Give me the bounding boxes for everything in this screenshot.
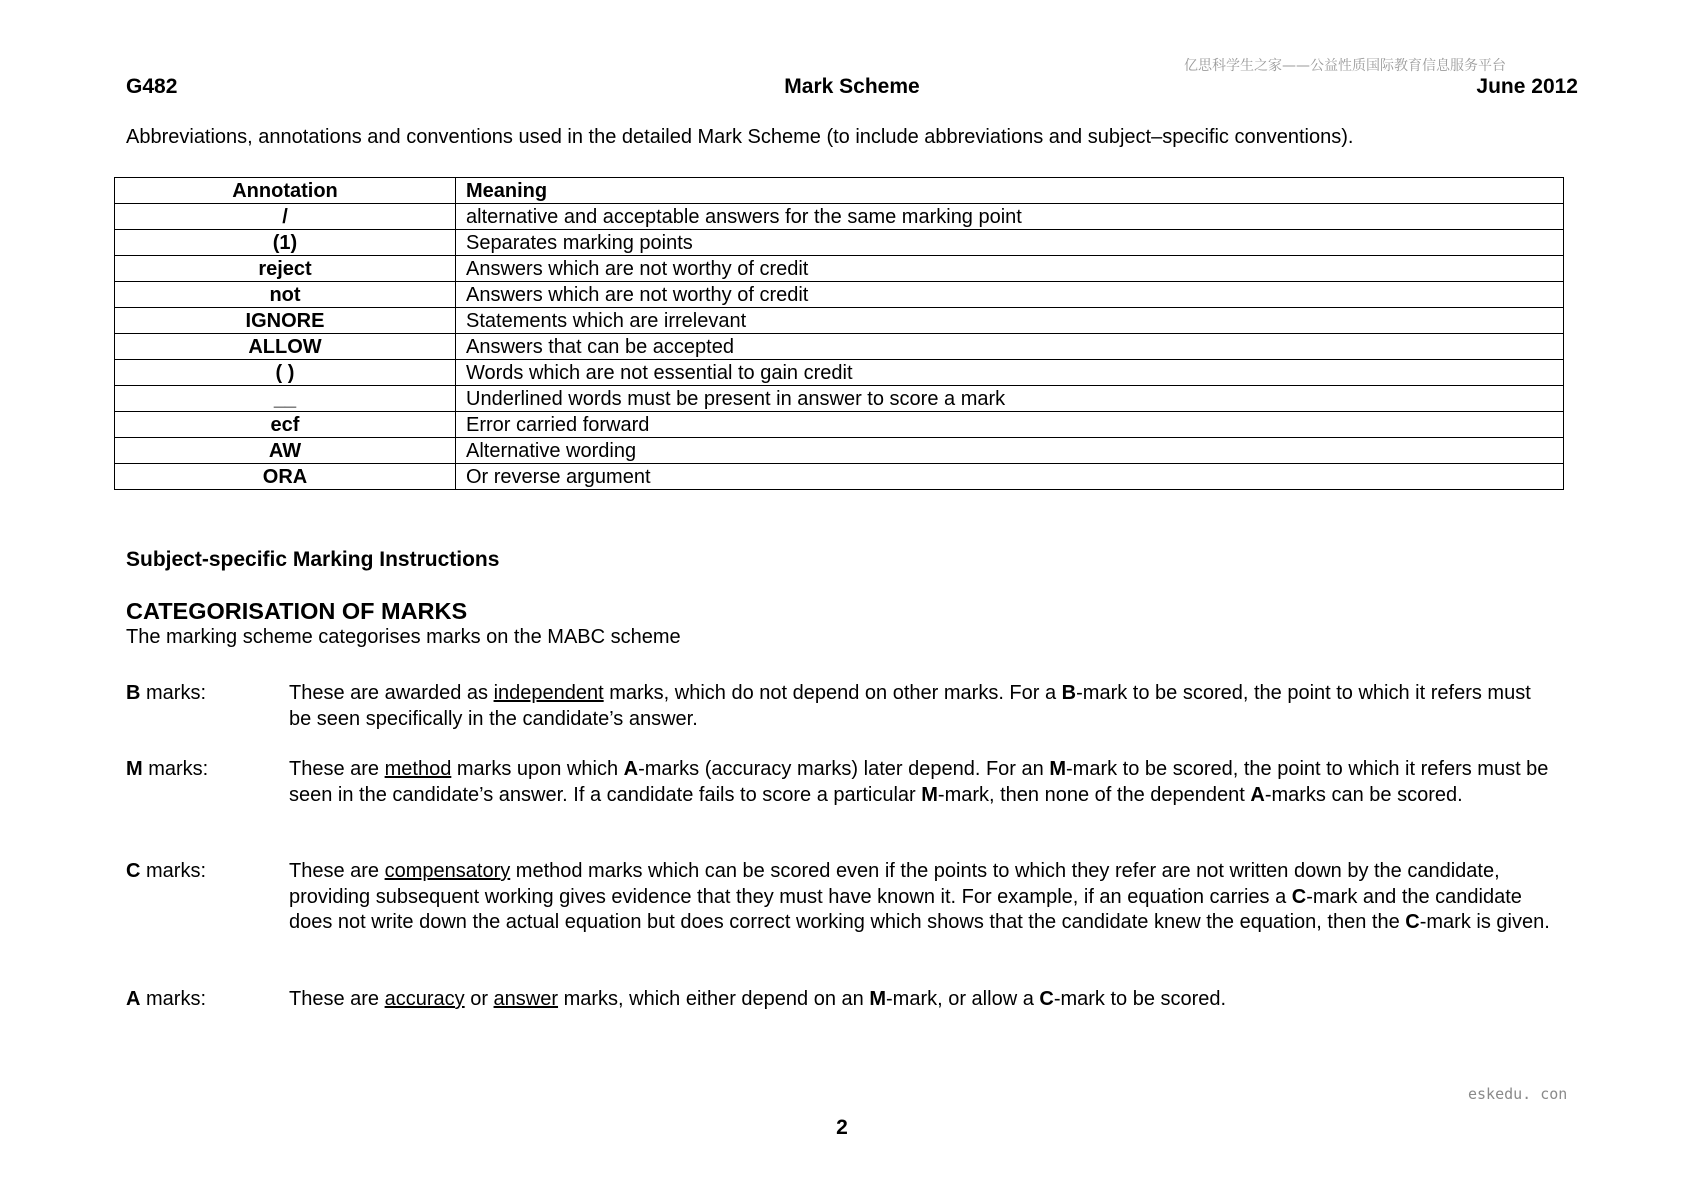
annotation-cell: ecf — [115, 412, 456, 438]
annotation-cell: AW — [115, 438, 456, 464]
annotation-cell: IGNORE — [115, 308, 456, 334]
meaning-cell: alternative and acceptable answers for the same marking point — [456, 204, 1564, 230]
a-marks-text: These are accuracy or answer marks, which either depend on an M-mark, or allow a C-mark to be scored. — [289, 988, 1227, 1010]
header-code: G482 — [126, 75, 178, 98]
b-marks-entry — [126, 681, 1556, 732]
meaning-cell: Statements which are irrelevant — [456, 308, 1564, 334]
table-row — [115, 256, 1564, 282]
table-row — [115, 308, 1564, 334]
annotation-cell: __ — [115, 386, 456, 412]
annotation-cell: ALLOW — [115, 334, 456, 360]
c-marks-entry — [126, 859, 1556, 936]
annotation-cell: ( ) — [115, 360, 456, 386]
header-date: June 2012 — [1476, 75, 1578, 98]
page-header — [126, 75, 1578, 105]
categorisation-title: CATEGORISATION OF MARKS — [126, 598, 468, 624]
meaning-cell: Alternative wording — [456, 438, 1564, 464]
table-row — [115, 464, 1564, 490]
c-marks-text: These are compensatory method marks which can be scored even if the points to which they refer are not written down by the candidate, providing subsequent working gives evidence that they must have known it. For example, if an equation carries a C-mark and the candidate does not write down the actual equation but does correct working which shows that the candidate knew the equation, then the C-mark is given. — [289, 860, 1550, 933]
table-row — [115, 412, 1564, 438]
meaning-cell: Separates marking points — [456, 230, 1564, 256]
watermark-bottom: eskedu. con — [1468, 1085, 1568, 1103]
c-marks-label: C marks: — [126, 860, 207, 882]
annotation-cell: / — [115, 204, 456, 230]
m-marks-label: M marks: — [126, 758, 209, 780]
meaning-cell: Error carried forward — [456, 412, 1564, 438]
subject-heading: Subject-specific Marking Instructions — [126, 548, 500, 571]
meaning-cell: Words which are not essential to gain credit — [456, 360, 1564, 386]
table-row — [115, 438, 1564, 464]
table-row — [115, 334, 1564, 360]
header-title: Mark Scheme — [784, 75, 920, 98]
table-row — [115, 360, 1564, 386]
b-marks-text: These are awarded as independent marks, which do not depend on other marks. For a B-mark to be scored, the point to which it refers must be seen specifically in the candidate’s answer. — [289, 682, 1531, 730]
meaning-cell: Answers which are not worthy of credit — [456, 282, 1564, 308]
table-row — [115, 230, 1564, 256]
m-marks-entry — [126, 757, 1556, 808]
a-marks-entry — [126, 987, 1556, 1013]
column-header-annotation: Annotation — [115, 178, 456, 204]
annotation-cell: reject — [115, 256, 456, 282]
intro-text: Abbreviations, annotations and conventions used in the detailed Mark Scheme (to include abbreviations and subject–specific conventions). — [126, 126, 1354, 148]
annotation-cell: ORA — [115, 464, 456, 490]
table-row — [115, 282, 1564, 308]
table-row — [115, 386, 1564, 412]
m-marks-text: These are method marks upon which A-marks (accuracy marks) later depend. For an M-mark to be scored, the point to which it refers must be seen in the candidate’s answer. If a candidate fails to score a particular M-mark, then none of the dependent A-marks can be scored. — [289, 758, 1549, 806]
annotation-table — [114, 177, 1564, 490]
categorisation-intro: The marking scheme categorises marks on the MABC scheme — [126, 626, 681, 648]
meaning-cell: Answers that can be accepted — [456, 334, 1564, 360]
meaning-cell: Or reverse argument — [456, 464, 1564, 490]
column-header-meaning: Meaning — [456, 178, 1564, 204]
watermark-top: 亿思科学生之家——公益性质国际教育信息服务平台 — [1184, 58, 1506, 74]
annotation-cell: (1) — [115, 230, 456, 256]
meaning-cell: Answers which are not worthy of credit — [456, 256, 1564, 282]
meaning-cell: Underlined words must be present in answer to score a mark — [456, 386, 1564, 412]
table-header-row — [115, 178, 1564, 204]
annotation-cell: not — [115, 282, 456, 308]
b-marks-label: B marks: — [126, 682, 207, 704]
a-marks-label: A marks: — [126, 988, 207, 1010]
table-row — [115, 204, 1564, 230]
page-number: 2 — [836, 1116, 848, 1139]
